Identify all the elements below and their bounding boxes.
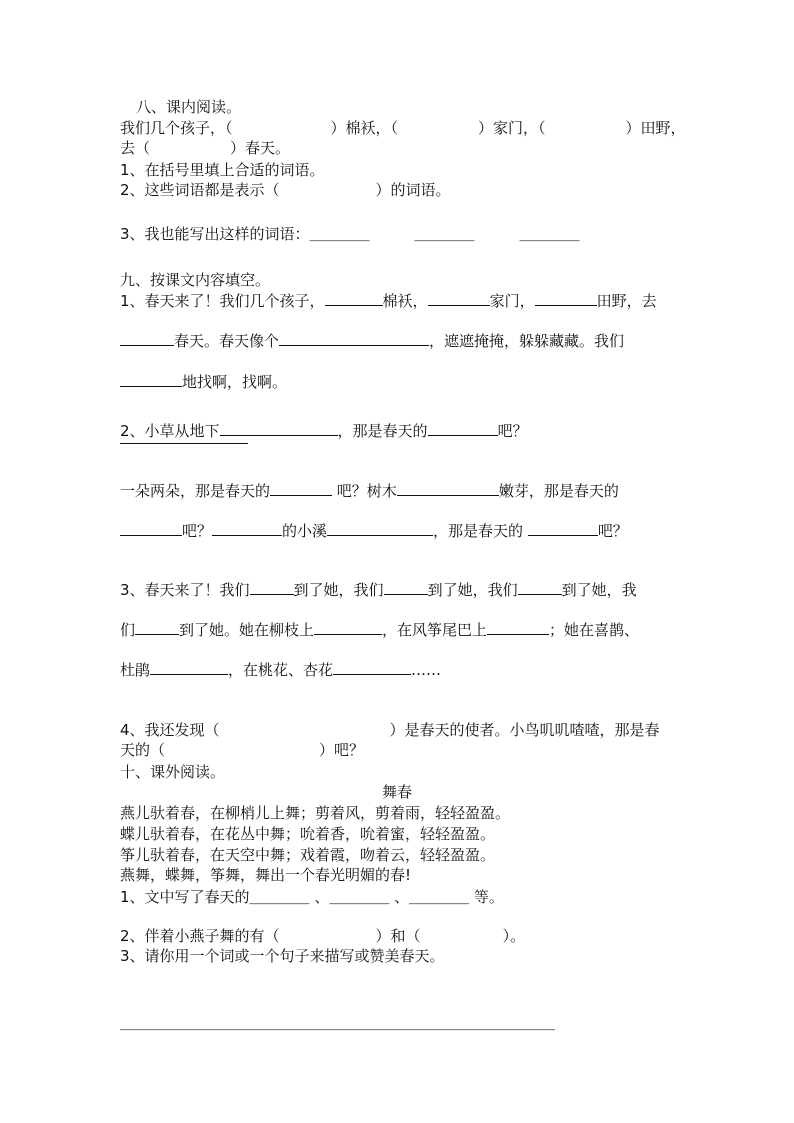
poem-line: 筝儿驮着春，在天空中舞；戏着霞，吻着云，轻轻盈盈。 — [120, 846, 496, 864]
section-8-question-3: 3、我也能写出这样的词语：＿＿＿＿ ＿＿＿＿ ＿＿＿＿ — [120, 225, 580, 243]
poem-line: 燕儿驮着春，在柳梢儿上舞；剪着风，剪着雨，轻轻盈盈。 — [120, 804, 511, 822]
section-9-line-7: 3、春天来了！我们 到了她，我们 到了她，我们 到了她，我 — [120, 581, 637, 599]
section-8-passage-line-1: 我们几个孩子，（ ）棉袄，（ ）家门，（ ）田野， — [120, 119, 686, 137]
poem-line: 蝶儿驮着春，在花丛中舞；吮着香，吮着蜜，轻轻盈盈。 — [120, 825, 496, 843]
section-9-line-9: 杜鹃 ，在桃花、杏花 …… — [120, 661, 442, 679]
section-9-line-11: 天的（ ）吧？ — [120, 741, 365, 759]
section-10-question-1: 1、文中写了春天的＿＿＿＿ 、＿＿＿＿ 、＿＿＿＿ 等。 — [120, 888, 504, 906]
section-8-passage-line-2: 去（ ）春天。 — [120, 139, 291, 157]
section-9-line-4: 2、小草从地下 ，那是春天的 吧？ — [120, 422, 528, 440]
section-9-line-2: 春天。春天像个 ，遮遮掩掩，躲躲藏藏。我们 — [120, 331, 624, 351]
section-10-answer-line: ＿＿＿＿＿＿＿＿＿＿＿＿＿＿＿＿＿＿＿＿＿＿＿＿＿＿＿＿＿ — [120, 1014, 556, 1032]
poem-title: 舞春 — [381, 783, 412, 801]
answer-line — [120, 443, 248, 444]
section-9-line-6: 吧？ 的小溪 ，那是春天的 吧？ — [120, 521, 628, 541]
section-9-line-1: 1、春天来了！我们几个孩子， 棉袄， 家门， 田野，去 — [120, 292, 657, 310]
section-9-line-8: 们 到了她。她在柳枝上 ，在风筝尾巴上 ；她在喜鹊、 — [120, 621, 640, 639]
section-9-line-3: 地找啊，找啊。 — [120, 372, 287, 392]
section-9-line-5: 一朵两朵，那是春天的 吧？树木 嫩芽，那是春天的 — [120, 482, 619, 500]
section-9-title: 九、按课文内容填空。 — [120, 271, 271, 289]
section-9-line-10: 4、我还发现（ ）是春天的使者。小鸟叽叽喳喳，那是春 — [120, 721, 660, 739]
section-8-question-2: 2、这些词语都是表示（ ）的词语。 — [120, 181, 451, 199]
section-10-question-3: 3、请你用一个词或一个句子来描写或赞美春天。 — [120, 947, 445, 965]
section-8-question-1: 1、在括号里填上合适的词语。 — [120, 161, 325, 179]
section-10-title: 十、课外阅读。 — [120, 763, 226, 781]
section-8-title: 八、课内阅读。 — [136, 98, 242, 116]
section-10-question-2: 2、伴着小燕子舞的有（ ）和（ ）。 — [120, 927, 526, 945]
poem-line: 燕舞，蝶舞，筝舞，舞出一个春光明媚的春! — [120, 866, 412, 884]
